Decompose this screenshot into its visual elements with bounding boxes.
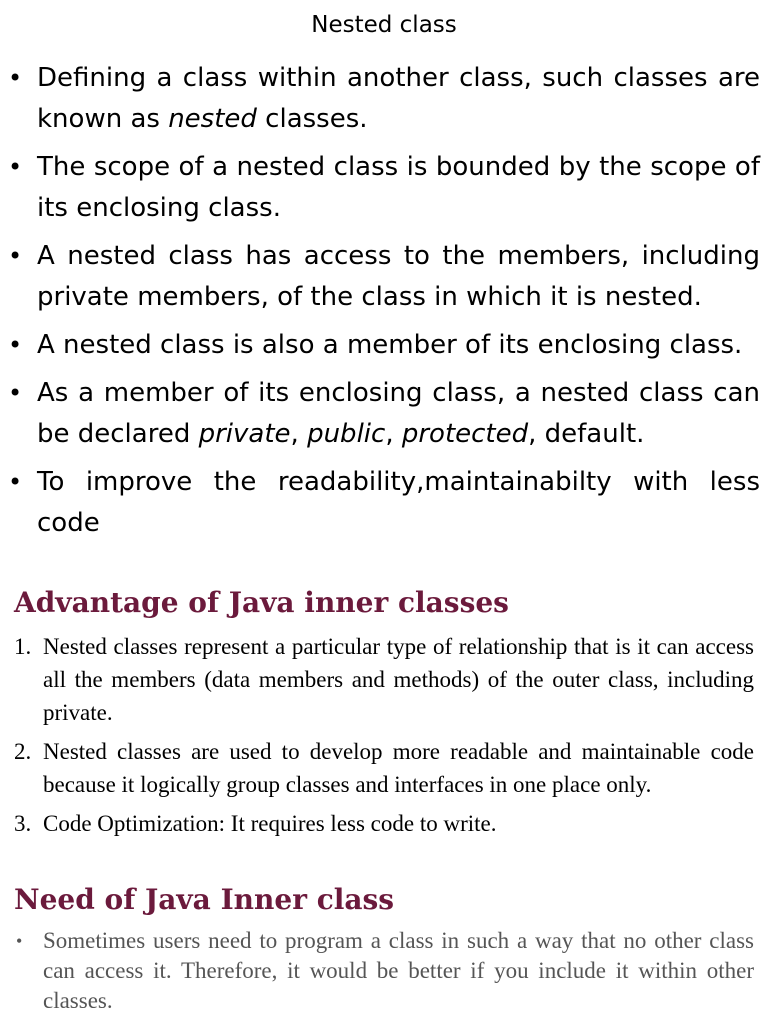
- bullet-dot-icon: •: [8, 331, 23, 359]
- bullet-text: , default.: [528, 419, 645, 449]
- advantage-text: Nested classes are used to develop more readable and maintainable code because it logically group classes and interfaces in one place only.: [43, 739, 754, 797]
- need-list: [0, 926, 768, 1016]
- advantage-item: [0, 630, 768, 729]
- advantage-heading: Advantage of Java inner classes: [14, 586, 509, 619]
- bullet-separator: ,: [290, 419, 308, 449]
- nested-class-bullet-list: [0, 58, 768, 551]
- bullet-dot-icon: •: [8, 379, 23, 407]
- advantage-item: [0, 807, 768, 840]
- bullet-dot-icon: •: [8, 64, 23, 92]
- bullet-dot-icon: •: [8, 153, 23, 181]
- need-heading: Need of Java Inner class: [14, 883, 395, 916]
- bullet-item: [0, 58, 768, 140]
- bullet-text: A nested class is also a member of its enclosing class.: [37, 330, 743, 360]
- bullet-text: The scope of a nested class is bounded by the scope of its enclosing class.: [37, 152, 760, 223]
- advantage-list: [0, 630, 768, 846]
- advantage-text: Nested classes represent a particular type of relationship that is it can access all the members (data members and methods) of the outer class, including private.: [43, 634, 754, 725]
- item-number: 3.: [14, 811, 32, 836]
- bullet-text: classes.: [256, 104, 368, 134]
- bullet-text: As a member of its enclosing class, a nested class can be declared: [37, 378, 760, 449]
- bullet-emphasis-public: public: [307, 419, 386, 449]
- item-number: 2.: [14, 739, 32, 764]
- bullet-item: [0, 236, 768, 318]
- need-item: [0, 926, 768, 1016]
- bullet-separator: ,: [385, 419, 402, 449]
- advantage-item: [0, 735, 768, 801]
- bullet-dot-icon: •: [8, 242, 23, 270]
- bullet-text: To improve the readability,maintainabilty with less code: [37, 467, 760, 538]
- bullet-dot-icon: •: [8, 468, 23, 496]
- bullet-item: [0, 373, 768, 455]
- bullet-item: [0, 462, 768, 544]
- bullet-emphasis-protected: protected: [401, 419, 529, 449]
- bullet-item: [0, 147, 768, 229]
- need-text: Sometimes users need to program a class in such a way that no other class can access it. Therefore, it would be better if you include it within other classes.: [43, 928, 754, 1013]
- bullet-dot-icon: •: [16, 931, 23, 951]
- item-number: 1.: [14, 634, 32, 659]
- bullet-emphasis: nested: [168, 104, 257, 134]
- advantage-text: Code Optimization: It requires less code to write.: [43, 811, 497, 836]
- bullet-text: A nested class has access to the members, including private members, of the class in which it is nested.: [37, 241, 760, 312]
- bullet-item: [0, 325, 768, 366]
- page-title: Nested class: [311, 12, 457, 38]
- bullet-emphasis-private: private: [198, 419, 291, 449]
- bullet-text: Defining a class within another class, such classes are known as: [37, 63, 760, 134]
